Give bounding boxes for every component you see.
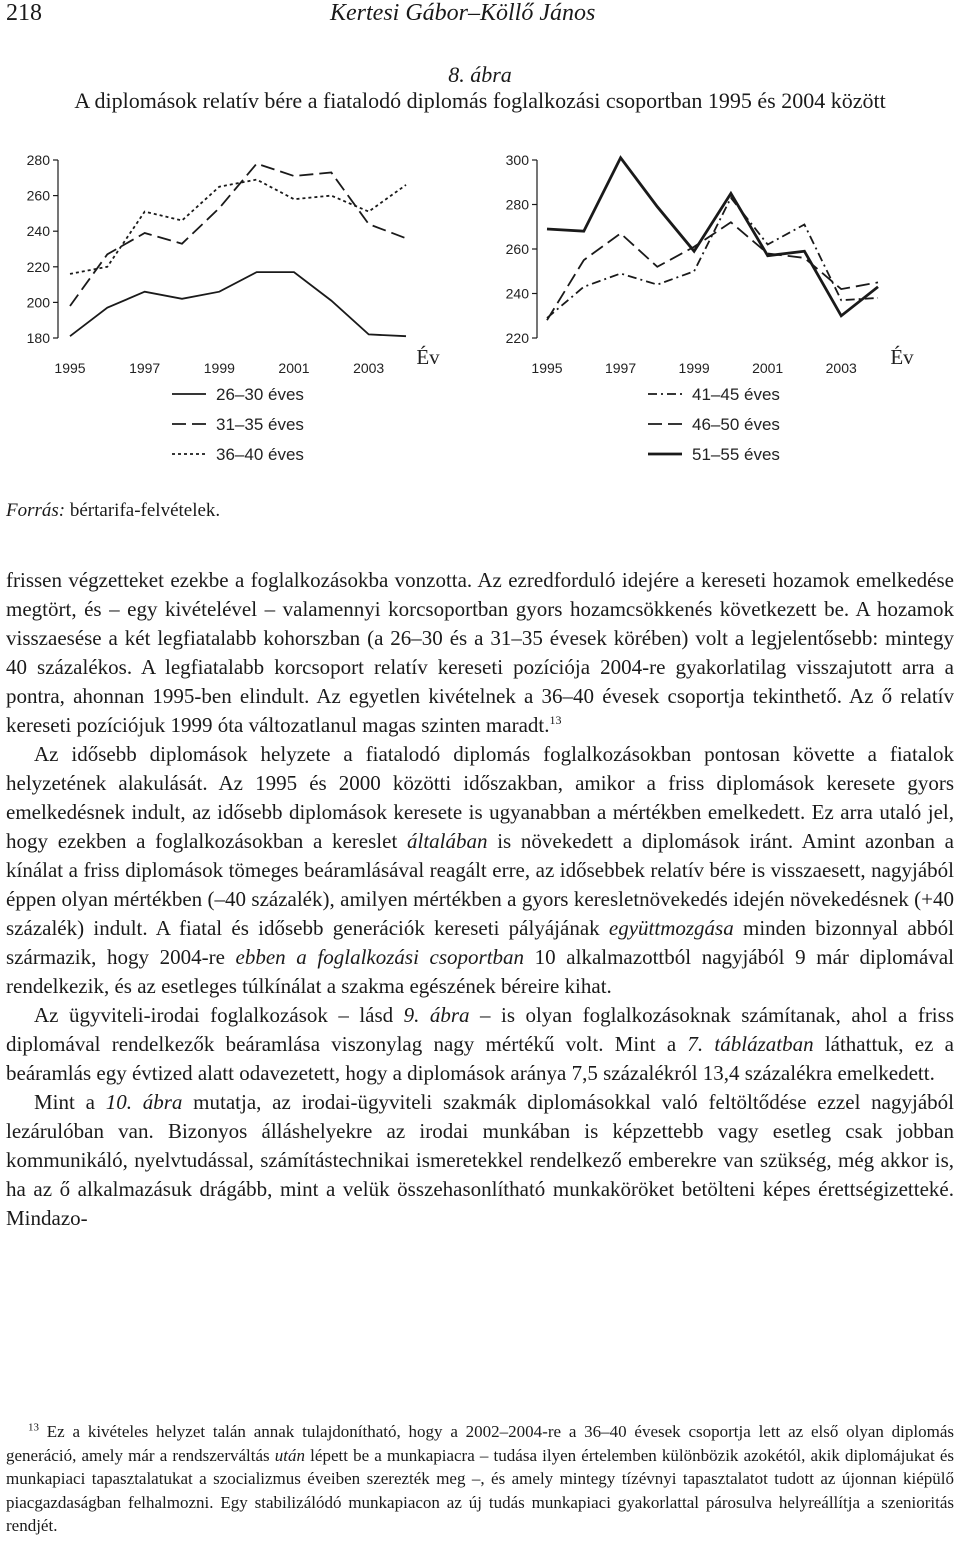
series-line-51-55: [547, 158, 878, 316]
x-tick-label: 2001: [278, 360, 310, 376]
footnote-ref-13[interactable]: 13: [549, 713, 562, 727]
x-tick-label: 2001: [752, 360, 784, 376]
figure-charts: [0, 140, 960, 480]
paragraph-4-text-b: mutatja, az irodai-ügyviteli szakmák diplomásokkal való feltöltődése ezzel nagyjából lezárulóban van. Bizonyos álláshelyekre az irodai munkában is képzettebb vagy esetleg csak jobban kommunikáló, nyelvtudással, számítástechnikai ismeretekkel rendelkező emberekre van szükség, még akkor is, ha az ő alkalmazásuk drágább, mint a velük összehasonlítható munkaköröket betölteni képes érettségizetteké. Mindazo-: [6, 1090, 954, 1230]
series-line-31-35: [70, 164, 406, 306]
y-tick-label: 180: [26, 330, 50, 346]
y-tick-label: 260: [505, 241, 529, 257]
series-line-41-45: [547, 198, 878, 318]
chart-2: [506, 152, 915, 464]
x-tick-label: 1997: [129, 360, 161, 376]
x-tick-label: 1995: [531, 360, 563, 376]
source-label: Forrás:: [6, 500, 66, 521]
chart-1: [27, 152, 441, 464]
paragraph-1: [6, 566, 954, 740]
legend-label: 36–40 éves: [216, 445, 304, 464]
paragraph-2-emphasis-1: általában: [406, 829, 488, 853]
y-tick-label: 220: [26, 258, 50, 275]
x-tick-label: 1999: [678, 360, 710, 376]
x-tick-label: 1997: [604, 360, 637, 376]
legend-label: 46–50 éves: [692, 415, 780, 434]
body-text: [6, 566, 954, 1233]
paragraph-2-text-a: Az idősebb diplomások helyzete a fiatalodó diplomás foglalkozásokban pontosan követte a fiatalok helyzetének alakulását. Az 1995 és 2000 közötti időszakban, amikor a friss diplomások keresete gyors emelkedésnek indult, az idősebb diplomások keresete is ugyanabban a mértékben emelkedett. Ez arra utaló jel, hogy ezekben a foglalkozásokban a kereslet: [6, 742, 954, 853]
source-text: bértarifa-felvételek.: [69, 500, 221, 521]
x-axis-label: Év: [416, 345, 440, 369]
figure-label: 8. ábra: [448, 62, 512, 87]
paragraph-3-text-b: – is olyan foglalkozásoknak számítanak, ahol a friss diplomával rendelkezők beáramlása viszonylag nagy mértékű volt. Mint a: [6, 1003, 954, 1056]
paragraph-4: [6, 1088, 954, 1233]
footnote-number: 13: [28, 1421, 39, 1434]
y-tick-label: 240: [26, 223, 50, 240]
legend-label: 51–55 éves: [692, 445, 780, 464]
y-tick-label: 280: [26, 152, 50, 168]
series-line-46-50: [547, 222, 878, 320]
paragraph-2-emphasis-3: ebben a foglalkozási csoportban: [235, 945, 525, 969]
figure-reference-9[interactable]: 9. ábra: [403, 1003, 470, 1027]
running-header: [0, 0, 960, 36]
figure-reference-10[interactable]: 10. ábra: [105, 1090, 183, 1114]
y-tick-label: 260: [26, 187, 50, 204]
footnote-text-a: Ez a kivételes helyzet talán annak tulajdonítható, hogy a 2002–2004-re a 36–40 évesek csoportja lett az első olyan diplomás generáció, amely már a rendszerváltás: [6, 1422, 954, 1465]
y-tick-label: 200: [26, 294, 50, 311]
y-tick-label: 240: [505, 285, 529, 302]
footnote-text-b: lépett be a munkapiacra – tudása ilyen értelemben különbözik azokétól, akik diplomájukat és munkapiaci tapasztalatukat a szocializmus éveiben szerezték meg –, és amely mintegy tízévnyi tapasztalatot tudott az újonnan kiépülő piacgazdaságban felhalmozni. Egy stabilizálódó munkapiacon az új tudás munkapiaci gyakorlattal párosulva helyreállítja a szenioritás rendjét.: [6, 1445, 954, 1535]
paragraph-2: [6, 740, 954, 1001]
running-header-authors: Kertesi Gábor–Köllő János: [330, 0, 596, 26]
series-line-36-40: [70, 180, 406, 274]
footnote-paragraph: [6, 1420, 954, 1538]
legend-label: 26–30 éves: [216, 385, 304, 404]
paragraph-3: [6, 1001, 954, 1088]
x-tick-label: 2003: [825, 360, 857, 376]
paragraph-2-text-c: minden bizonnyal abból származik, hogy 2004-re: [6, 916, 954, 969]
y-tick-label: 280: [505, 196, 529, 213]
table-reference-7[interactable]: 7. táblázatban: [687, 1032, 814, 1056]
series-line-26-30: [70, 272, 406, 336]
footnote-emphasis: után: [274, 1445, 306, 1465]
x-tick-label: 2003: [353, 360, 385, 376]
figure-title: A diplomások relatív bére a fiatalodó diplomás foglalkozási csoportban 1995 és 2004 között: [74, 88, 886, 113]
paragraph-3-text-a: Az ügyviteli-irodai foglalkozások – lásd: [34, 1003, 404, 1027]
y-tick-label: 300: [505, 152, 529, 168]
page-number: 218: [6, 0, 42, 26]
x-axis-label: Év: [890, 345, 914, 369]
paragraph-2-text-b: is növekedett a diplomások iránt. Amint azonban a kínálat a friss diplomások tömeges beáramlásával reagált erre, az idősebbek relatív bére is visszaesett, nagyjából éppen olyan mértékben (–40 százalék), amilyen mértékben a gyors keresletnövekedés idején növekedésnek (+40 százalék) indult. A fiatal és idősebb generációk kereseti pályájának: [6, 829, 954, 940]
x-tick-label: 1995: [54, 360, 86, 376]
paragraph-3-text-c: láthattuk, ez a beáramlás egy évtized alatt odavezetett, hogy a diplomások aránya 7,5 százalékról 13,4 százalékra emelkedett.: [6, 1032, 954, 1085]
paragraph-2-text-d: 10 alkalmazottból nagyjából 9 már diplomával rendelkezik, és az esetleges túlkínálat a szakma egészének béreire kihat.: [6, 945, 954, 998]
y-tick-label: 220: [505, 330, 529, 346]
legend-label: 41–45 éves: [692, 385, 780, 404]
paragraph-1-text: frissen végzetteket ezekbe a foglalkozásokba vonzotta. Az ezredforduló idejére a kereseti hozamok emelkedése megtört, és – egy kivételével – valamennyi korcsoportban gyors hozamcsökkenés következett be. A hozamok visszaesése a két legfiatalabb kohorszban (a 26–30 és a 31–35 évesek körében) volt a legjelentősebb: mintegy 40 százalékos. A legfiatalabb korcsoport relatív kereseti pozíciója 2004-re gyakorlatilag visszajutott arra a pontra, ahonnan 1995-ben elindult. Az egyetlen kivételnek a 36–40 évesek csoportja tekinthető. Az ő relatív kereseti pozíciójuk 1999 óta változatlanul magas szinten maradt.: [6, 568, 954, 737]
figure-source: [6, 500, 220, 522]
paragraph-4-text-a: Mint a: [34, 1090, 106, 1114]
x-tick-label: 1999: [203, 360, 235, 376]
legend-label: 31–35 éves: [216, 415, 304, 434]
footnote-13: [6, 1420, 954, 1538]
paragraph-2-emphasis-2: együttmozgása: [608, 916, 734, 940]
